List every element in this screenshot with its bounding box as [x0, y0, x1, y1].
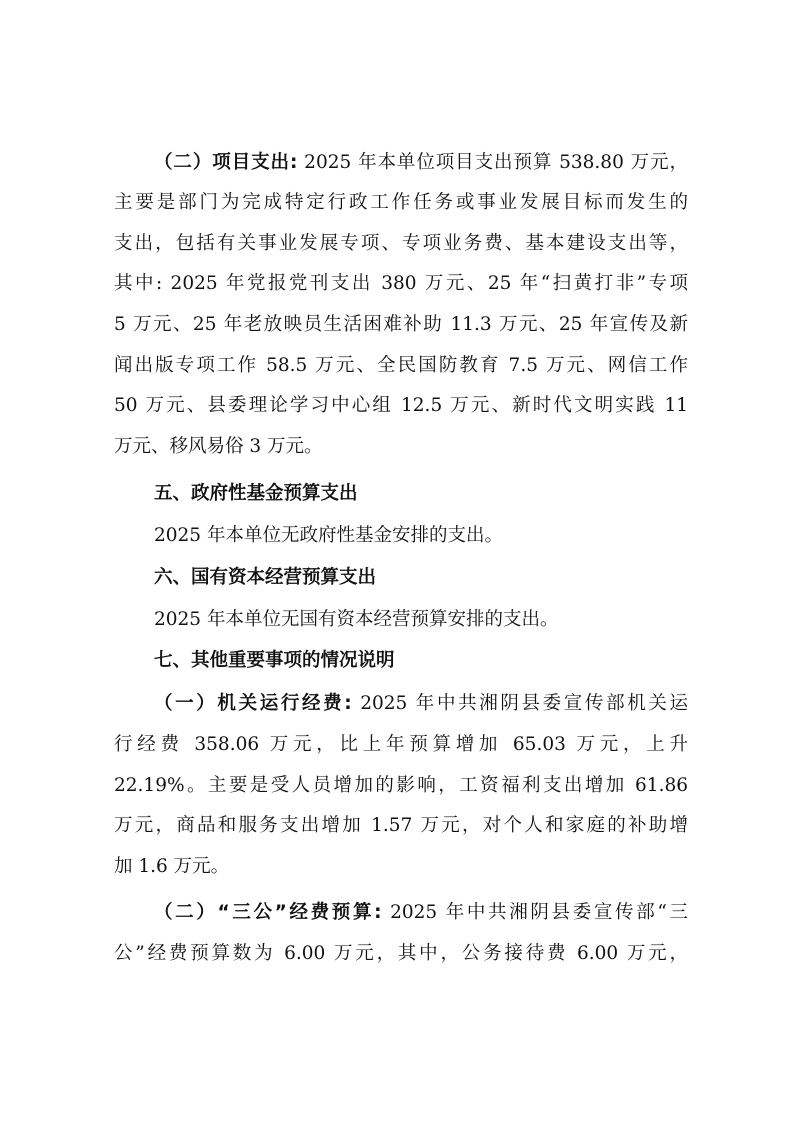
body-line: 行经费 358.06 万元，比上年预算增加 65.03 万元，上升 [114, 734, 688, 755]
section-heading-state-capital: 六、国有资本经营预算支出 [154, 567, 377, 588]
section-heading-gov-fund: 五、政府性基金预算支出 [154, 483, 358, 504]
body-line: 主要是部门为完成特定行政工作任务或事业发展目标而发生的 [114, 192, 688, 213]
project-expenditure-first-line [154, 143, 688, 183]
body-line: 2025 年本单位无国有资本经营预算安排的支出。 [154, 609, 559, 630]
operating-cost-heading: （一）机关运行经费: [154, 693, 352, 714]
body-text: 2025 年中共湘阴县委宣传部机关运 [351, 693, 688, 714]
body-line: 5 万元、25 年老放映员生活困难补助 11.3 万元、25 年宣传及新 [114, 314, 688, 335]
project-expenditure-heading: （二）项目支出: [154, 152, 298, 173]
three-public-heading: （二）“三公”经费预算: [154, 902, 382, 923]
body-line: 公”经费预算数为 6.00 万元，其中，公务接待费 6.00 万元， [114, 943, 688, 964]
body-line: 闻出版专项工作 58.5 万元、全民国防教育 7.5 万元、网信工作 [114, 355, 688, 376]
body-text: 2025 年本单位项目支出预算 538.80 万元， [297, 152, 688, 173]
three-public-first-line [154, 893, 688, 933]
body-text: 2025 年中共湘阴县委宣传部“三 [381, 902, 688, 923]
body-line: 22.19%。主要是受人员增加的影响，工资福利支出增加 61.86 [114, 775, 688, 796]
operating-cost-first-line [154, 684, 688, 724]
section-heading-other-matters: 七、其他重要事项的情况说明 [154, 650, 395, 671]
body-line: 50 万元、县委理论学习中心组 12.5 万元、新时代文明实践 11 [114, 395, 688, 416]
body-line: 2025 年本单位无政府性基金安排的支出。 [154, 525, 503, 546]
body-line: 其中: 2025 年党报党刊支出 380 万元、25 年“扫黄打非”专项 [114, 273, 688, 294]
body-line: 万元、移风易俗 3 万元。 [114, 436, 323, 457]
body-line: 加 1.6 万元。 [114, 856, 230, 877]
body-line: 支出，包括有关事业发展专项、专项业务费、基本建设支出等， [114, 233, 688, 254]
body-line: 万元，商品和服务支出增加 1.57 万元，对个人和家庭的补助增 [114, 815, 688, 836]
